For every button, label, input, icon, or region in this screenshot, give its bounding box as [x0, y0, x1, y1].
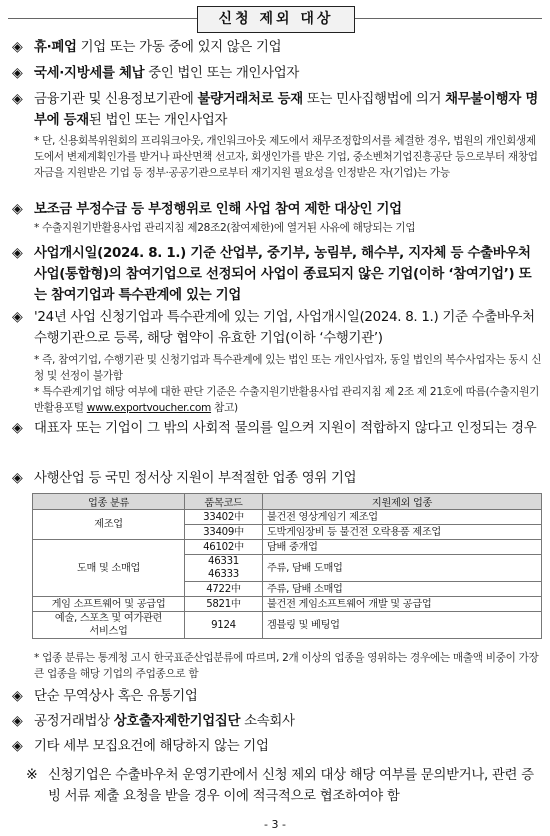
cell-code — [185, 555, 263, 582]
item-text: 단순 무역상사 혹은 유통기업 — [34, 689, 198, 704]
item-text: 대표자 또는 기업이 그 밖의 사회적 물의를 일으켜 지원이 적합하지 않다고 인정되는 경우 — [34, 421, 537, 436]
cell-code: 33402中 — [185, 510, 263, 525]
code-line: 46331 — [208, 556, 239, 567]
bullet-diamond-icon: ◈ — [12, 65, 23, 81]
note-related-criteria — [34, 384, 542, 416]
cell-desc: 겜블링 및 베팅업 — [263, 612, 542, 639]
item-bold-text: 휴·폐업 — [34, 40, 77, 55]
item-related-company — [12, 307, 542, 349]
item-bold-text: 사업개시일(2024. 8. 1.) 기준 산업부, 중기부, 농림부, 해수부, 지자체 등 수출바우처사업(통합형)의 참여기업으로 선정되어 사업이 종료되지 않은 기업(이하 ‘참여기업’) 또는 참여기업과 특수관계에 있는 기업 — [34, 246, 532, 303]
note-credit-exception: * 단, 신용회복위원회의 프리워크아웃, 개인워크아웃 제도에서 채무조정합의서를 체결한 경우, 법원의 개인회생제도에서 변제계획인가를 받거나 파산면책 선고자, 회생인가를 받은 기업, 중소벤처기업진흥공단 등으로부터 재창업자금을 지원받은 기업 등 정부·공공기관으로부터 재기지원 필요성을 인정받은 자(기업)는 가능 — [34, 135, 538, 179]
bullet-diamond-icon: ◈ — [12, 245, 23, 261]
export-voucher-link[interactable]: www.exportvoucher.com — [86, 402, 212, 414]
cell-category: 도매 및 소매업 — [33, 540, 185, 597]
item-closed-business — [12, 37, 542, 58]
cell-category: 제조업 — [33, 510, 185, 540]
item-bold-text: 상호출자제한기업집단 — [113, 714, 241, 729]
item-text: 금융기관 및 신용정보기관에 — [34, 92, 198, 107]
item-bold-text: 불량거래처로 등재 — [197, 92, 303, 107]
cell-desc: 불건전 게임소프트웨어 개발 및 공급업 — [263, 597, 542, 612]
bullet-diamond-icon: ◈ — [12, 91, 23, 107]
item-bold-text: 채무불이행자 명부에 등재 — [34, 92, 538, 128]
cell-code: 4722中 — [185, 582, 263, 597]
code-line: 46333 — [208, 569, 239, 580]
item-inappropriate-industry — [12, 468, 542, 489]
table-header-row — [33, 494, 542, 510]
item-business-group — [12, 711, 542, 732]
header-code: 품목코드 — [185, 494, 263, 510]
note-simultaneous-application: * 즉, 참여기업, 수행기관 및 신청기업과 특수관계에 있는 법인 또는 개인사업자, 동일 법인의 복수사업자는 동시 신청 및 선정이 불가함 — [34, 354, 542, 382]
table-row — [33, 510, 542, 525]
item-text: 중인 법인 또는 개인사업자 — [144, 66, 300, 81]
bullet-diamond-icon: ◈ — [12, 201, 23, 217]
item-bad-credit — [12, 89, 542, 131]
bullet-diamond-icon: ◈ — [12, 713, 23, 729]
bullet-diamond-icon: ◈ — [12, 470, 23, 486]
cell-desc: 담배 중개업 — [263, 540, 542, 555]
item-text: 된 법인 또는 개인사업자 — [88, 113, 228, 128]
header-excluded: 지원제외 업종 — [263, 494, 542, 510]
page-title: 신청 제외 대상 — [197, 6, 355, 33]
item-bold-text: 국세·지방세를 체납 — [34, 66, 145, 81]
item-social-controversy — [12, 418, 542, 439]
item-bold-text: 보조금 부정수급 등 부정행위로 인해 사업 참여 제한 대상인 기업 — [34, 202, 402, 217]
cell-desc: 불건전 영상게임기 제조업 — [263, 510, 542, 525]
bullet-diamond-icon: ◈ — [12, 420, 23, 436]
item-other-requirements — [12, 736, 542, 757]
note-participation-limit: * 수출지원기반활용사업 관리지침 제28조2(참여제한)에 열거된 사유에 해당되는 기업 — [34, 222, 416, 234]
cell-code: 5821中 — [185, 597, 263, 612]
bullet-diamond-icon: ◈ — [12, 688, 23, 704]
cell-desc: 도박게임장비 등 불건전 오락용품 제조업 — [263, 525, 542, 540]
category-line: 서비스업 — [89, 626, 128, 637]
item-simple-trader — [12, 686, 542, 707]
item-existing-participant — [12, 243, 542, 306]
note-industry-classification: * 업종 분류는 통계청 고시 한국표준산업분류에 따르며, 2개 이상의 업종을 영위하는 경우에는 매출액 비중이 가장 큰 업종을 해당 기업의 주업종으로 함 — [34, 652, 539, 680]
item-subsidy-fraud — [12, 199, 542, 220]
cell-code: 46102中 — [185, 540, 263, 555]
item-text: 기업 또는 가동 중에 있지 않은 기업 — [76, 40, 282, 55]
header-industry: 업종 분류 — [33, 494, 185, 510]
excluded-industry-table — [32, 493, 542, 639]
category-line: 예술, 스포츠 및 여가관련 — [54, 613, 163, 624]
item-text: 소속회사 — [240, 714, 295, 729]
table-row — [33, 612, 542, 639]
cell-desc: 주류, 담배 소매업 — [263, 582, 542, 597]
bullet-diamond-icon: ◈ — [12, 738, 23, 754]
item-text: 사행산업 등 국민 정서상 지원이 부적절한 업종 영위 기업 — [34, 471, 357, 486]
reference-mark-icon: ※ — [26, 767, 38, 783]
cell-desc: 주류, 담배 도매업 — [263, 555, 542, 582]
cell-category — [33, 612, 185, 639]
item-text: '24년 사업 신청기업과 특수관계에 있는 기업, 사업개시일(2024. 8. 1.) 기준 수출바우처 수행기관으로 등록, 해당 협약이 유효한 기업(이하 ‘수행기관’) — [34, 310, 535, 346]
bullet-diamond-icon: ◈ — [12, 39, 23, 55]
item-tax-arrears — [12, 63, 542, 84]
item-text: 또는 민사집행법에 의거 — [302, 92, 446, 107]
page-number: - 3 - — [264, 818, 286, 831]
cell-code: 33409中 — [185, 525, 263, 540]
cell-category: 게임 소프트웨어 및 공급업 — [33, 597, 185, 612]
note-text: 참고) — [211, 402, 238, 414]
note-text: * 특수관계기업 해당 여부에 대한 판단 기준은 수출지원기반활용사업 관리지침 제 2조 제 21호에 따름(수출지원기반활용포털 — [34, 386, 540, 414]
table-row — [33, 540, 542, 555]
footer-text: 신청기업은 수출바우처 운영기관에서 신청 제외 대상 해당 여부를 문의받거나, 관련 증빙 서류 제출 요청을 받을 경우 이에 적극적으로 협조하여야 함 — [48, 768, 534, 804]
item-text: 공정거래법상 — [34, 714, 114, 729]
bullet-diamond-icon: ◈ — [12, 309, 23, 325]
table-row — [33, 597, 542, 612]
cell-code: 9124 — [185, 612, 263, 639]
item-text: 기타 세부 모집요건에 해당하지 않는 기업 — [34, 739, 269, 754]
footer-notice — [26, 765, 542, 807]
